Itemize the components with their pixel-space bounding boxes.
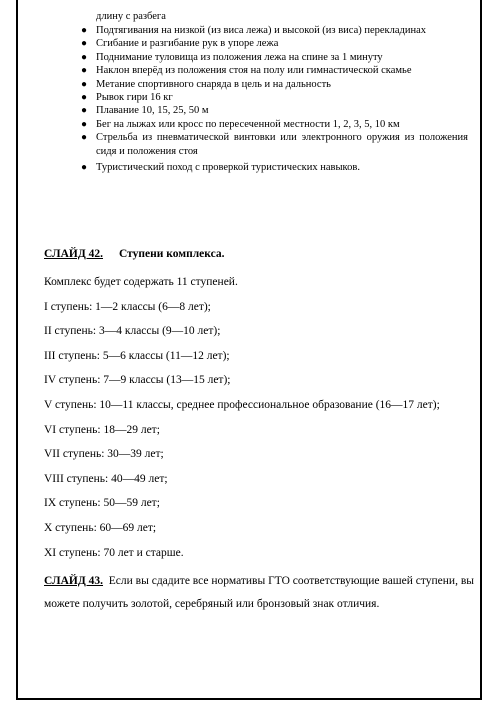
list-item: ● Наклон вперёд из положения стоя на полу или гимнастической скамье xyxy=(81,65,412,77)
text-line: VII ступень: 30—39 лет; xyxy=(44,448,164,461)
list-item: ● Туристический поход с проверкой туристических навыков. xyxy=(81,162,360,174)
text-line: I ступень: 1—2 классы (6—8 лет); xyxy=(44,300,211,313)
bullet-icon: ● xyxy=(81,78,88,90)
bullet-icon: ● xyxy=(81,105,88,117)
list-item: ● Бег на лыжах или кросс по пересеченной местности 1, 2, 3, 5, 10 км xyxy=(81,118,400,130)
text-line: VI ступень: 18—29 лет; xyxy=(44,423,160,436)
slide-42-label: СЛАЙД 42. xyxy=(44,248,103,260)
bullet-icon: ● xyxy=(81,92,88,104)
list-item: ● Поднимание туловища из положения лежа на спине за 1 минуту xyxy=(81,51,383,63)
list-item: ● Сгибание и разгибание рук в упоре лежа xyxy=(81,38,279,50)
slide-42-title: Ступени комплекса. xyxy=(119,248,225,260)
text-line: V ступень: 10—11 классы, среднее профессиональное образование (16—17 лет); xyxy=(44,398,440,411)
bullet-icon: ● xyxy=(81,38,88,50)
bullet-icon: ● xyxy=(81,51,88,63)
bullet-icon: ● xyxy=(81,162,88,174)
sports-list xyxy=(81,24,468,174)
bullet-icon: ● xyxy=(81,132,88,144)
list-item: ● Плавание 10, 15, 25, 50 м xyxy=(81,105,209,117)
list-item: ● Подтягивания на низкой (из виса лежа) и высокой (из виса) перекладинах xyxy=(81,25,427,36)
text-line: IX ступень: 50—59 лет; xyxy=(44,497,160,510)
slide-43-label: СЛАЙД 43. xyxy=(44,575,104,587)
slide-43-text: Если вы сдадите все нормативы ГТО соответствующие вашей ступени, вы можете получить золотой, серебряный или бронзовый знак отличия. xyxy=(44,575,475,610)
text-line: III ступень: 5—6 классы (11—12 лет); xyxy=(44,349,230,362)
list-item: ● Метание спортивного снаряда в цель и на дальность xyxy=(81,78,331,90)
slide-43-paragraph xyxy=(44,570,474,616)
list-item: ● Стрельба из пневматической винтовки или электронного оружия из положения сидя и положения стоя xyxy=(81,132,468,157)
bullet-icon: ● xyxy=(81,118,88,130)
text-line: VIII ступень: 40—49 лет; xyxy=(44,472,168,485)
stages-list xyxy=(44,275,474,570)
continuation-text: длину с разбега xyxy=(96,11,166,22)
text-line: X ступень: 60—69 лет; xyxy=(44,521,157,534)
text-line: XI ступень: 70 лет и старше. xyxy=(44,546,184,559)
text-line: IV ступень: 7—9 классы (13—15 лет); xyxy=(44,374,231,387)
text-line: Комплекс будет содержать 11 ступеней. xyxy=(44,276,238,288)
text-line: II ступень: 3—4 классы (9—10 лет); xyxy=(44,325,221,338)
slide-42-heading xyxy=(44,248,225,260)
bullet-icon: ● xyxy=(81,65,88,77)
bullet-icon: ● xyxy=(81,25,88,36)
list-item: ● Рывок гири 16 кг xyxy=(81,92,173,104)
